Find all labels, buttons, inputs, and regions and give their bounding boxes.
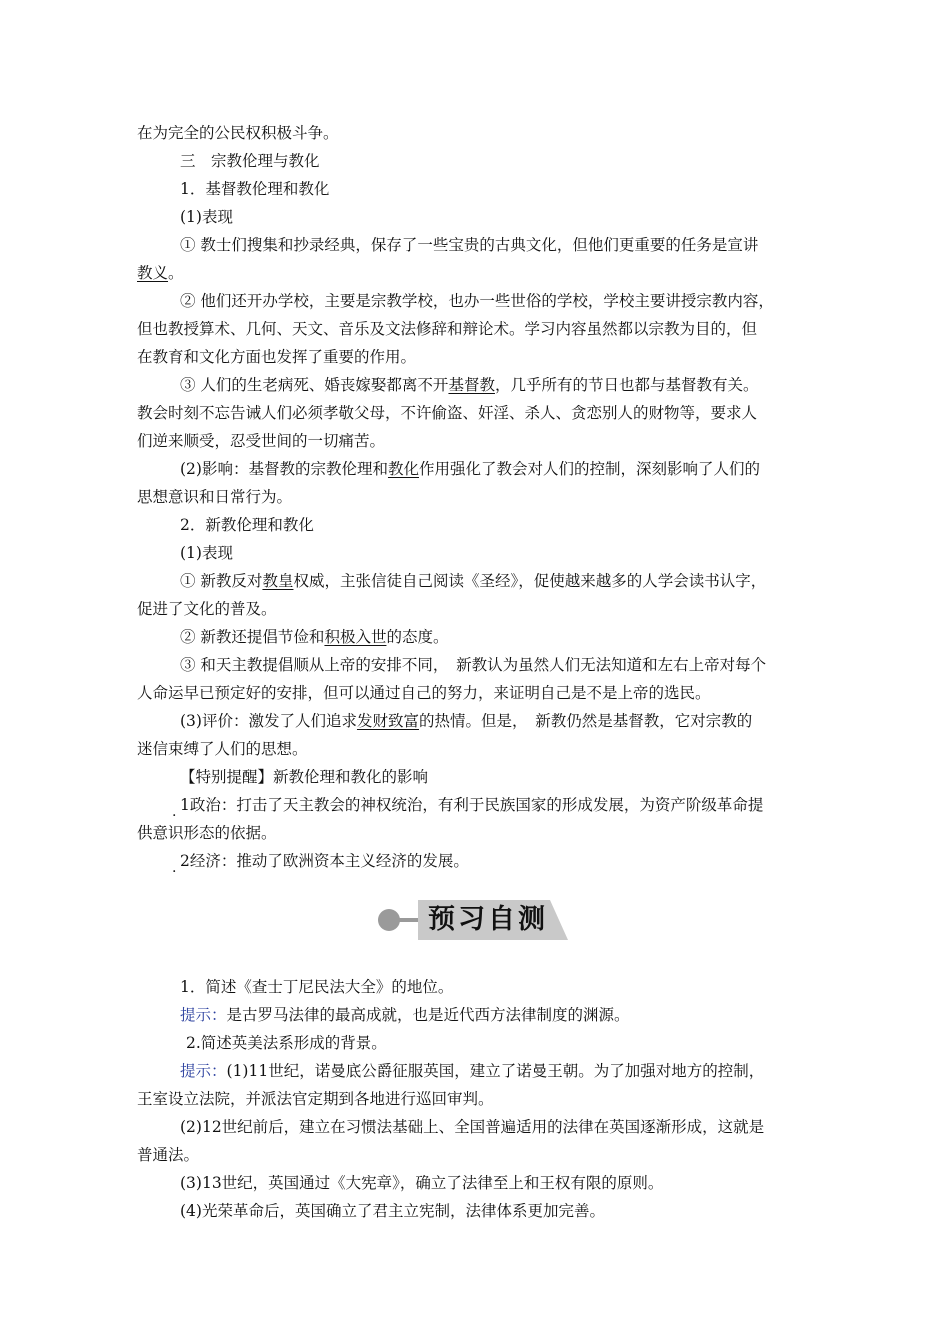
text-line: 教会时刻不忘告诫人们必须孝敬父母，不许偷盗、奸淫、杀人、贪恋别人的财物等，要求人 [137, 404, 758, 422]
hint-label: 提示： [180, 1062, 227, 1080]
question-line: 2.简述英美法系形成的背景。 [186, 1034, 387, 1052]
text-line: 思想意识和日常行为。 [137, 488, 293, 506]
text-fragment: 的态度。 [386, 628, 449, 646]
text-line: ② 他们还开办学校，主要是宗教学校，也办一些世俗的学校，学校主要讲授宗教内容， [180, 292, 774, 310]
emphasis-dot: . [172, 804, 177, 820]
special-note-heading: 【特别提醒】新教伦理和教化的影响 [180, 768, 429, 786]
underlined-term: 积极入世 [324, 628, 387, 646]
text-line: ③ 和天主教提倡顺从上帝的安排不同， 新教认为虽然人们无法知道和左右上帝对每个 [180, 656, 767, 674]
text-line: 王室设立法院，并派法官定期到各地进行巡回审判。 [137, 1090, 494, 1108]
text-fragment: 权威，主张信徒自己阅读《圣经》，促使越来越多的人学会读书认字， [293, 572, 767, 590]
text-line: (3)13世纪，英国通过《大宪章》，确立了法律至上和王权有限的原则。 [180, 1174, 664, 1192]
subsection-heading: 1．基督教伦理和教化 [180, 180, 330, 198]
text-line: 们逆来顺受，忍受世间的一切痛苦。 [137, 432, 386, 450]
underlined-term: 发财致富 [356, 712, 419, 730]
text-line: 迷信束缚了人们的思想。 [137, 740, 308, 758]
text-fragment: 是古罗马法律的最高成就，也是近代西方法律制度的渊源。 [226, 1006, 630, 1024]
text-line: 但也教授算术、几何、天文、音乐及文法修辞和辩论术。学习内容虽然都以宗教为目的，但 [137, 320, 758, 338]
text-line: (1)表现 [180, 544, 233, 562]
text-fragment: (1)11世纪，诺曼底公爵征服英国，建立了诺曼王朝。为了加强对地方的控制， [226, 1062, 765, 1080]
text-line [180, 627, 448, 647]
underlined-term: 教皇 [262, 572, 294, 590]
text-fragment: 作用强化了教会对人们的控制，深刻影响了人们的 [418, 460, 760, 478]
text-fragment: ① 新教反对 [180, 572, 263, 590]
underlined-term: 教化 [387, 460, 419, 478]
text-fragment: (2)影响：基督教的宗教伦理和 [180, 460, 388, 478]
text-fragment: ，几乎所有的节日也都与基督教有关。 [494, 376, 759, 394]
text-fragment: (3)评价：激发了人们追求 [180, 712, 357, 730]
text-line [137, 263, 184, 283]
answer-line [180, 1005, 630, 1025]
question-line: 1．简述《查士丁尼民法大全》的地位。 [180, 978, 454, 996]
text-fragment: 的热情。但是， 新教仍然是基督教，它对宗教的 [418, 712, 753, 730]
text-line: 在为完全的公民权积极斗争。 [137, 124, 339, 142]
text-fragment: ③ 人们的生老病死、婚丧嫁娶都离不开 [180, 376, 449, 394]
text-line: (1)表现 [180, 208, 233, 226]
text-fragment: 。 [168, 264, 184, 282]
section-banner [378, 898, 568, 942]
text-line: 1政治：打击了天主教会的神权统治，有利于民族国家的形成发展，为资产阶级革命提 [180, 796, 764, 814]
text-line [180, 571, 766, 591]
text-line: 人命运早已预定好的安排，但可以通过自己的努力，来证明自己是不是上帝的选民。 [137, 684, 711, 702]
hint-label: 提示： [180, 1006, 227, 1024]
text-line: 普通法。 [137, 1146, 200, 1164]
emphasis-dot: . [172, 860, 177, 876]
text-line: ① 教士们搜集和抄录经典，保存了一些宝贵的古典文化，但他们更重要的任务是宣讲 [180, 236, 759, 254]
text-fragment: ② 新教还提倡节俭和 [180, 628, 325, 646]
text-line: 在教育和文化方面也发挥了重要的作用。 [137, 348, 417, 366]
answer-line [180, 1061, 764, 1081]
text-line [180, 459, 760, 479]
text-line: 促进了文化的普及。 [137, 600, 277, 618]
text-line: (2)12世纪前后，建立在习惯法基础上、全国普遍适用的法律在英国逐渐形成，这就是 [180, 1118, 765, 1136]
banner-title: 预习自测 [428, 904, 548, 935]
text-line: (4)光荣革命后，英国确立了君主立宪制，法律体系更加完善。 [180, 1202, 605, 1220]
underlined-term: 教义 [137, 264, 169, 282]
text-line [180, 375, 758, 395]
subsection-heading: 2．新教伦理和教化 [180, 516, 314, 534]
section-heading: 三 宗教伦理与教化 [180, 152, 320, 170]
text-line [180, 711, 752, 731]
text-line: 2经济：推动了欧洲资本主义经济的发展。 [180, 852, 469, 870]
text-line: 供意识形态的依据。 [137, 824, 277, 842]
underlined-term: 基督教 [448, 376, 495, 394]
